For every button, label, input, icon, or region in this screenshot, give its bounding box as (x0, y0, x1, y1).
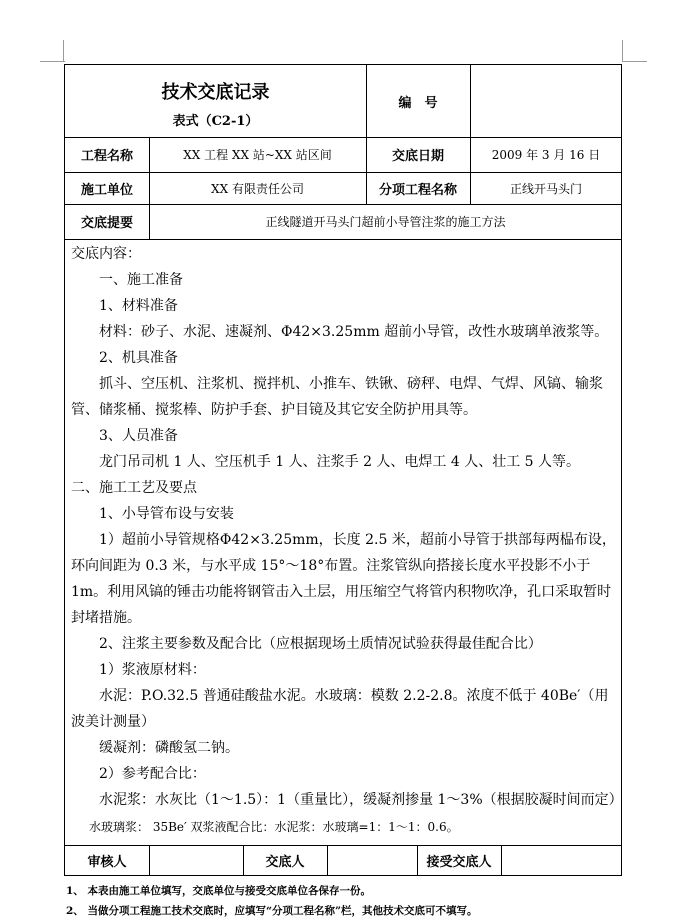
content-line: 材料：砂子、水泥、速凝剂、Φ42×3.25mm 超前小导管，改性水玻璃单液浆等。 (99, 324, 609, 340)
summary-label: 交底提要 (80, 216, 133, 231)
discloser-label: 交底人 (265, 855, 305, 870)
content-line: 管、储浆桶、搅浆棒、防护手套、护目镜及其它安全防护用具等。 (71, 402, 477, 418)
construction-unit-label: 施工单位 (80, 182, 133, 198)
content-line: 龙门吊司机 1 人、空压机手 1 人、注浆手 2 人、电焊工 4 人、壮工 5 人等。 (99, 454, 581, 470)
content-line: 水泥浆：水灰比（1～1.5）：1（重量比），缓凝剂掺量 1～3%（根据胶凝时间而定） (99, 792, 623, 808)
crop-mark (63, 40, 64, 62)
content-line: 1）超前小导管规格Φ42×3.25mm，长度 2.5 米，超前小导管于拱部每两榀布设， (99, 532, 616, 548)
footnote-2: 2、 当做分项工程施工技术交底时，应填写“分项工程名称”栏，其他技术交底可不填写。 (66, 905, 478, 917)
content-line: 水泥：P.O.32.5 普通硅酸盐水泥。水玻璃：模数 2.2-2.8。浓度不低于 40Be′（用 (99, 688, 609, 704)
discloser-signature-field[interactable] (327, 845, 417, 876)
content-line: 抓斗、空压机、注浆机、搅拌机、小推车、铁锹、磅秤、电焊、气焊、风镐、输浆 (99, 376, 603, 392)
crop-mark (40, 61, 65, 62)
crop-mark (622, 61, 647, 62)
subsection-heading: 3、人员准备 (99, 428, 178, 444)
construction-unit-value[interactable]: XX 有限责任公司 (211, 181, 304, 196)
number-label: 编 号 (398, 95, 438, 111)
footnote-1: 1、 本表由施工单位填写，交底单位与接受交底单位各保存一份。 (66, 885, 371, 897)
subsection-heading: 1、材料准备 (99, 298, 178, 314)
receiver-label: 接受交底人 (426, 855, 492, 870)
crop-mark (622, 40, 623, 62)
reviewer-label: 审核人 (87, 855, 127, 870)
date-label: 交底日期 (391, 149, 444, 164)
content-line: 缓凝剂：磷酸氢二钠。 (99, 740, 239, 756)
section-heading: 一、施工准备 (99, 272, 183, 288)
subsection-heading: 2、机具准备 (99, 350, 178, 366)
content-line: 封堵措施。 (71, 610, 141, 626)
project-name-value[interactable]: XX 工程 XX 站~XX 站区间 (183, 148, 332, 162)
content-heading: 交底内容： (71, 246, 141, 262)
reviewer-signature-field[interactable] (149, 845, 243, 876)
content-line: 1m。利用风镐的锤击功能将钢管击入土层，用压缩空气将管内积物吹净，孔口采取暂时 (71, 584, 612, 600)
form-code: 表式（C2-1） (172, 113, 259, 129)
content-line: 波美计测量） (71, 714, 155, 730)
content-line: 1）浆液原材料： (99, 662, 206, 678)
receiver-signature-field[interactable] (501, 845, 622, 876)
summary-value[interactable]: 正线隧道开马头门超前小导管注浆的施工方法 (265, 215, 506, 229)
page-title: 技术交底记录 (161, 82, 270, 103)
content-line: 2）参考配合比： (99, 766, 206, 782)
subsection-heading: 1、小导管布设与安装 (99, 506, 234, 522)
subsection-heading: 2、注浆主要参数及配合比（应根据现场土质情况试验获得最佳配合比） (99, 636, 542, 652)
row-divider (65, 239, 621, 240)
date-value[interactable]: 2009 年 3 月 16 日 (491, 148, 601, 162)
content-line: 水玻璃浆： 35Be′ 双浆液配合比：水泥浆：水玻璃=1：1～1：0.6。 (89, 820, 459, 834)
content-line: 环向间距为 0.3 米，与水平成 15°～18°布置。注浆管纵向搭接长度水平投影不小于 (71, 558, 591, 574)
subproject-label: 分项工程名称 (378, 182, 457, 198)
record-table (64, 64, 622, 876)
section-heading: 二、施工工艺及要点 (71, 480, 197, 496)
subproject-value[interactable]: 正线开马头门 (509, 181, 582, 196)
project-name-label: 工程名称 (80, 149, 133, 164)
number-value[interactable] (470, 65, 622, 137)
